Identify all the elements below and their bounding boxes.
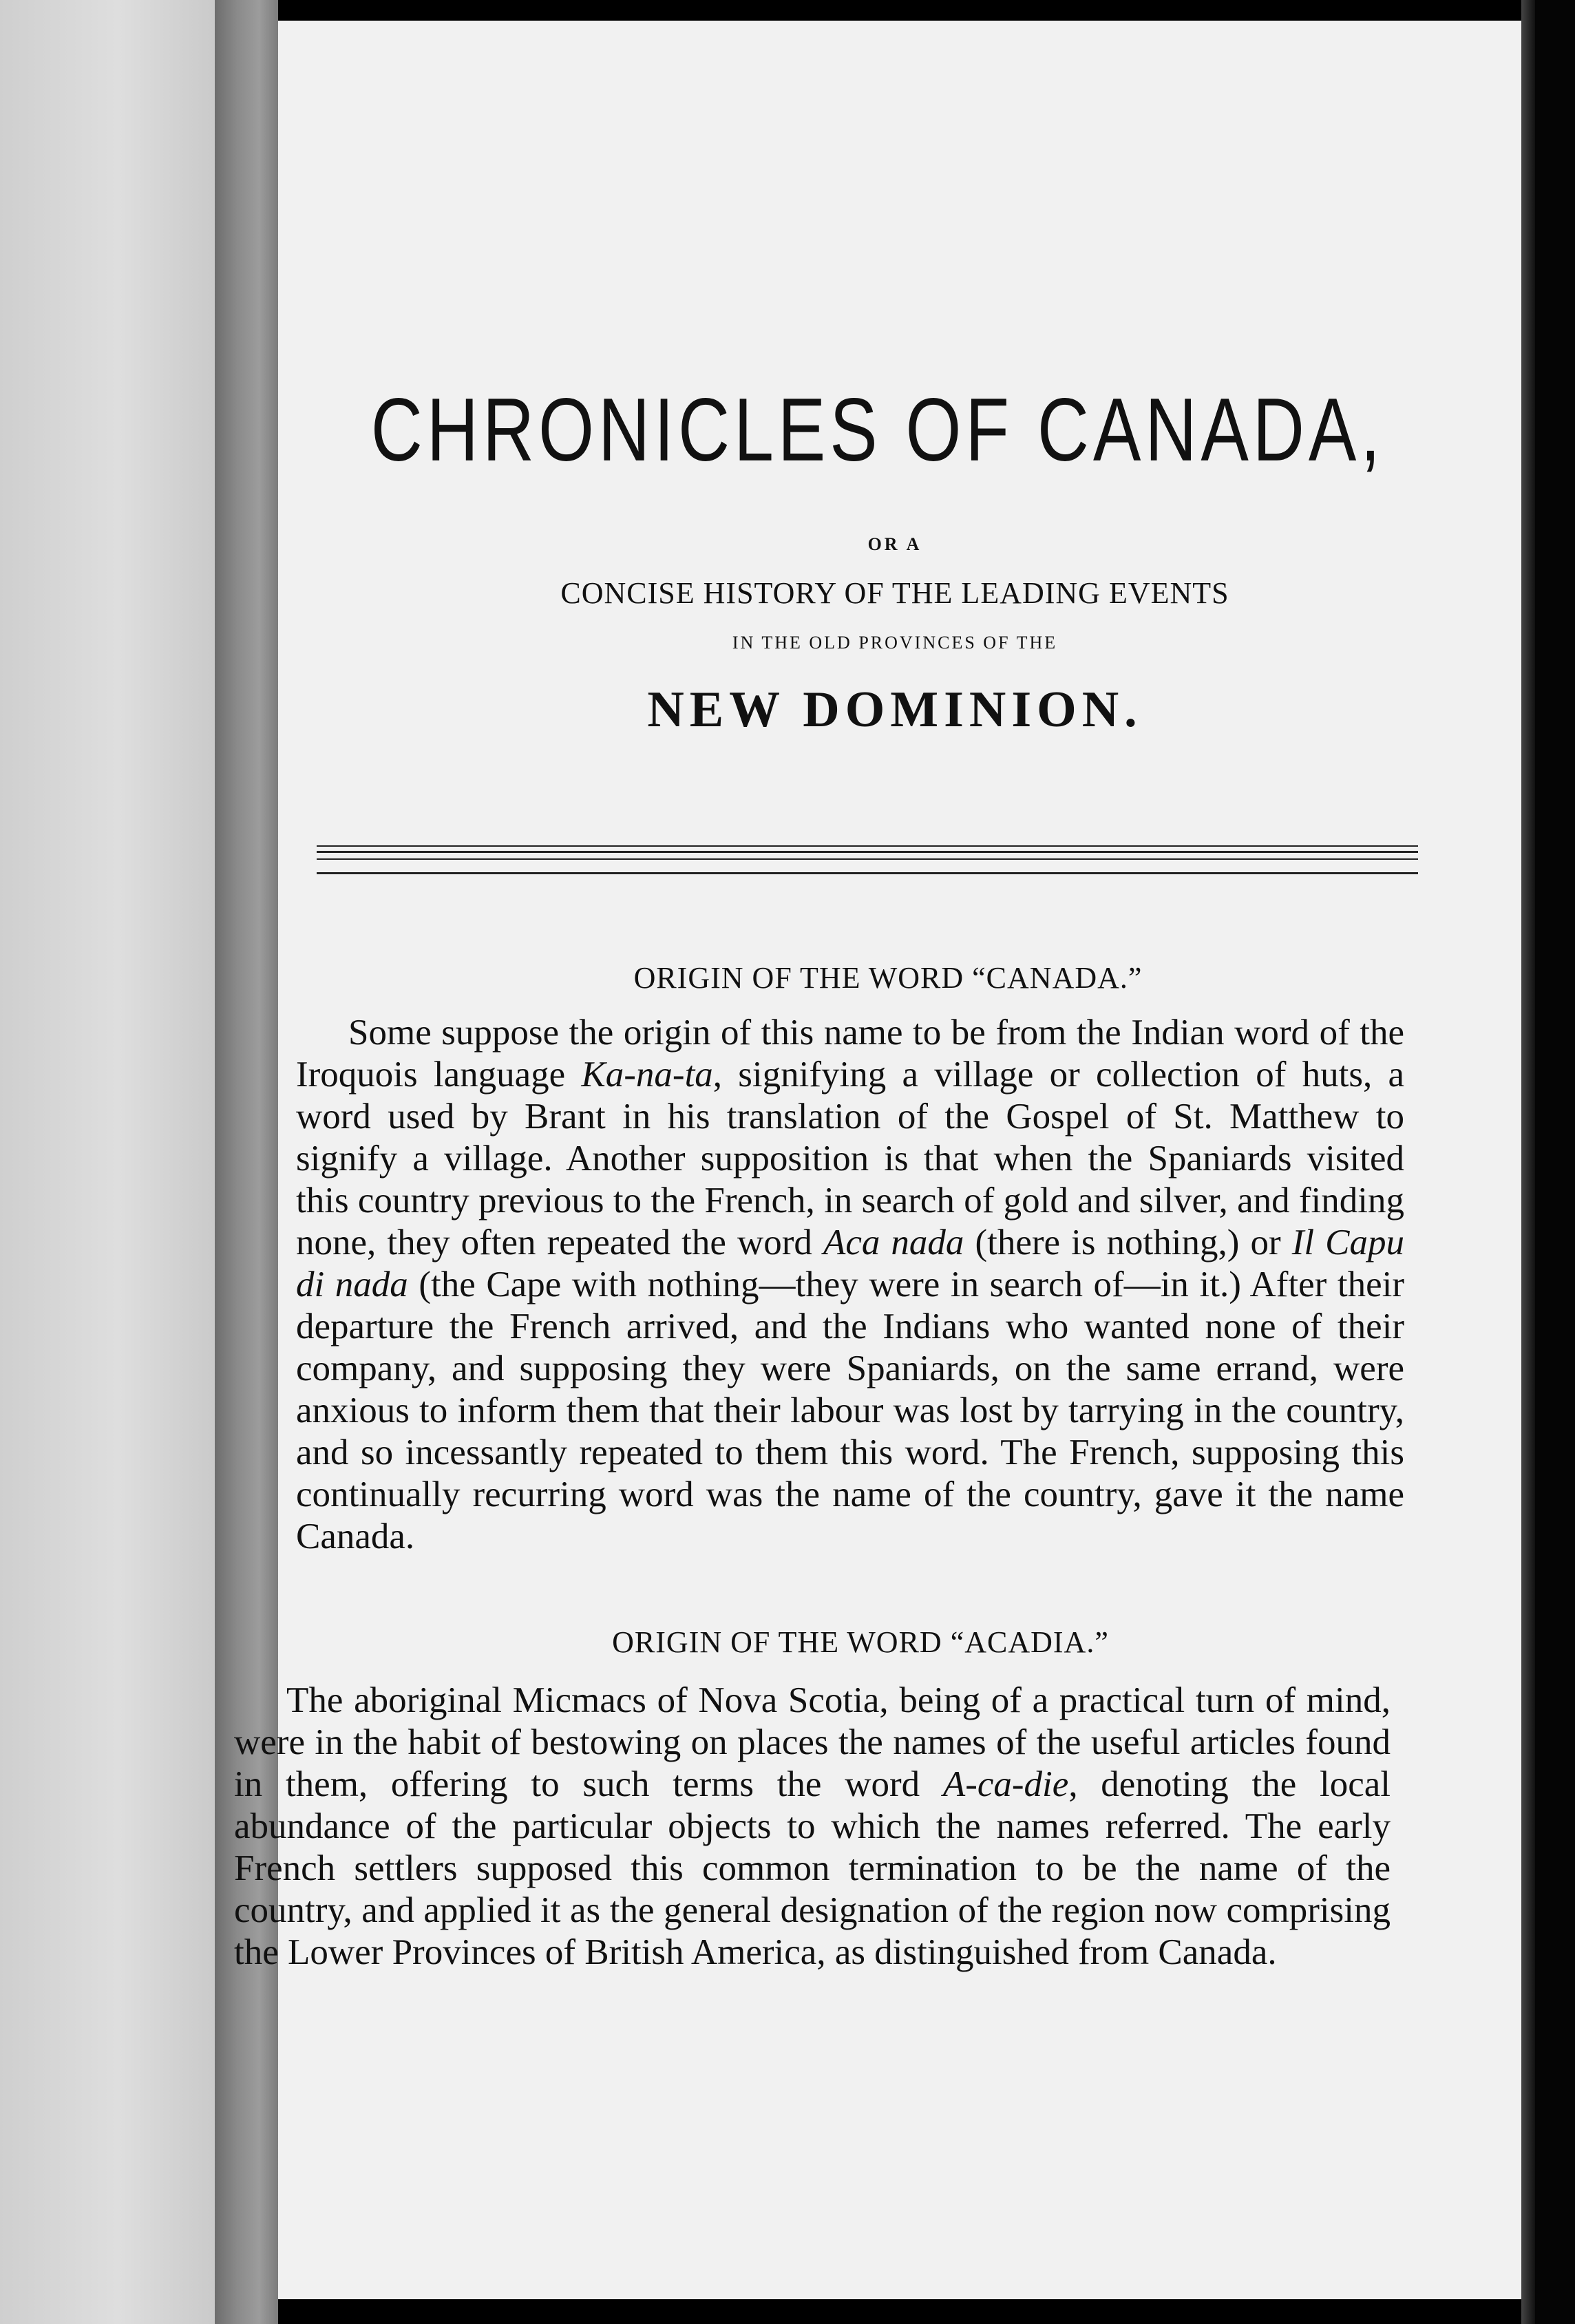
paragraph-acadia <box>234 1680 1391 1974</box>
book-subtitle-dominion: NEW DOMINION. <box>647 682 1143 738</box>
rule-line <box>317 858 1418 860</box>
title-block <box>296 380 1411 739</box>
italic-term: Il Capu di nada <box>296 1223 1404 1304</box>
italic-term: A-ca-die <box>942 1764 1069 1804</box>
book-subtitle: CONCISE HISTORY OF THE LEADING EVENTS <box>560 576 1229 610</box>
text-run: (there is nothing,) or <box>964 1223 1292 1263</box>
rule-line <box>317 845 1418 847</box>
book-title: CHRONICLES OF CANADA, <box>370 380 1385 480</box>
text-run: (the Cape with nothing—they were in search of—in it.) After their departure the French arrived, and the Indians who wanted none of their company, and supposing they were Spaniards, on the same errand, were anxious to inform them that their labour was lost by tarrying in the country, and so incessantly repeated to them this word. The French, supposing this continually recurring word was the name of the country, gave it the name Canada. <box>296 1265 1404 1556</box>
rule-line <box>317 872 1418 874</box>
section-heading-acadia: ORIGIN OF THE WORD “ACADIA.” <box>612 1625 1109 1659</box>
left-page-edge <box>0 0 215 2324</box>
text-run: , signifying a village or collection of huts, a word used by Brant in his translation of the Gospel of St. Matthew to signify a village. Another supposition is that when the Spaniards visited this country previous to the French, in search of gold and silver, and finding none, they often repeated the word <box>296 1055 1405 1263</box>
book-subtitle-line2: IN THE OLD PROVINCES OF THE <box>732 633 1058 653</box>
paragraph-canada <box>296 1012 1404 1558</box>
text-run: Some suppose the origin of this name to be from the Indian word of the Iroquois language <box>296 1013 1404 1095</box>
text-run: The aboriginal Micmacs of Nova Scotia, being of a practical turn of mind, were in the habit of bestowing on places the names of the useful articles found in them, offering to such terms the word <box>234 1680 1391 1804</box>
italic-term: Ka-na-ta <box>581 1055 713 1095</box>
text-run: , denoting the local abundance of the particular objects to which the names referred. The early French settlers supposed this common termination to be the name of the country, and applied it as the general designation of the region now comprising the Lower Provinces of British America, as distinguished from Canada. <box>234 1764 1391 1972</box>
title-rules <box>317 845 1418 880</box>
book-spine-shadow <box>215 0 278 2324</box>
page-edge-shadow <box>1521 0 1535 2324</box>
italic-term: Aca nada <box>823 1223 964 1263</box>
rule-line <box>317 851 1418 853</box>
title-connector: OR A <box>867 534 922 554</box>
section-heading-canada: ORIGIN OF THE WORD “CANADA.” <box>633 961 1143 995</box>
